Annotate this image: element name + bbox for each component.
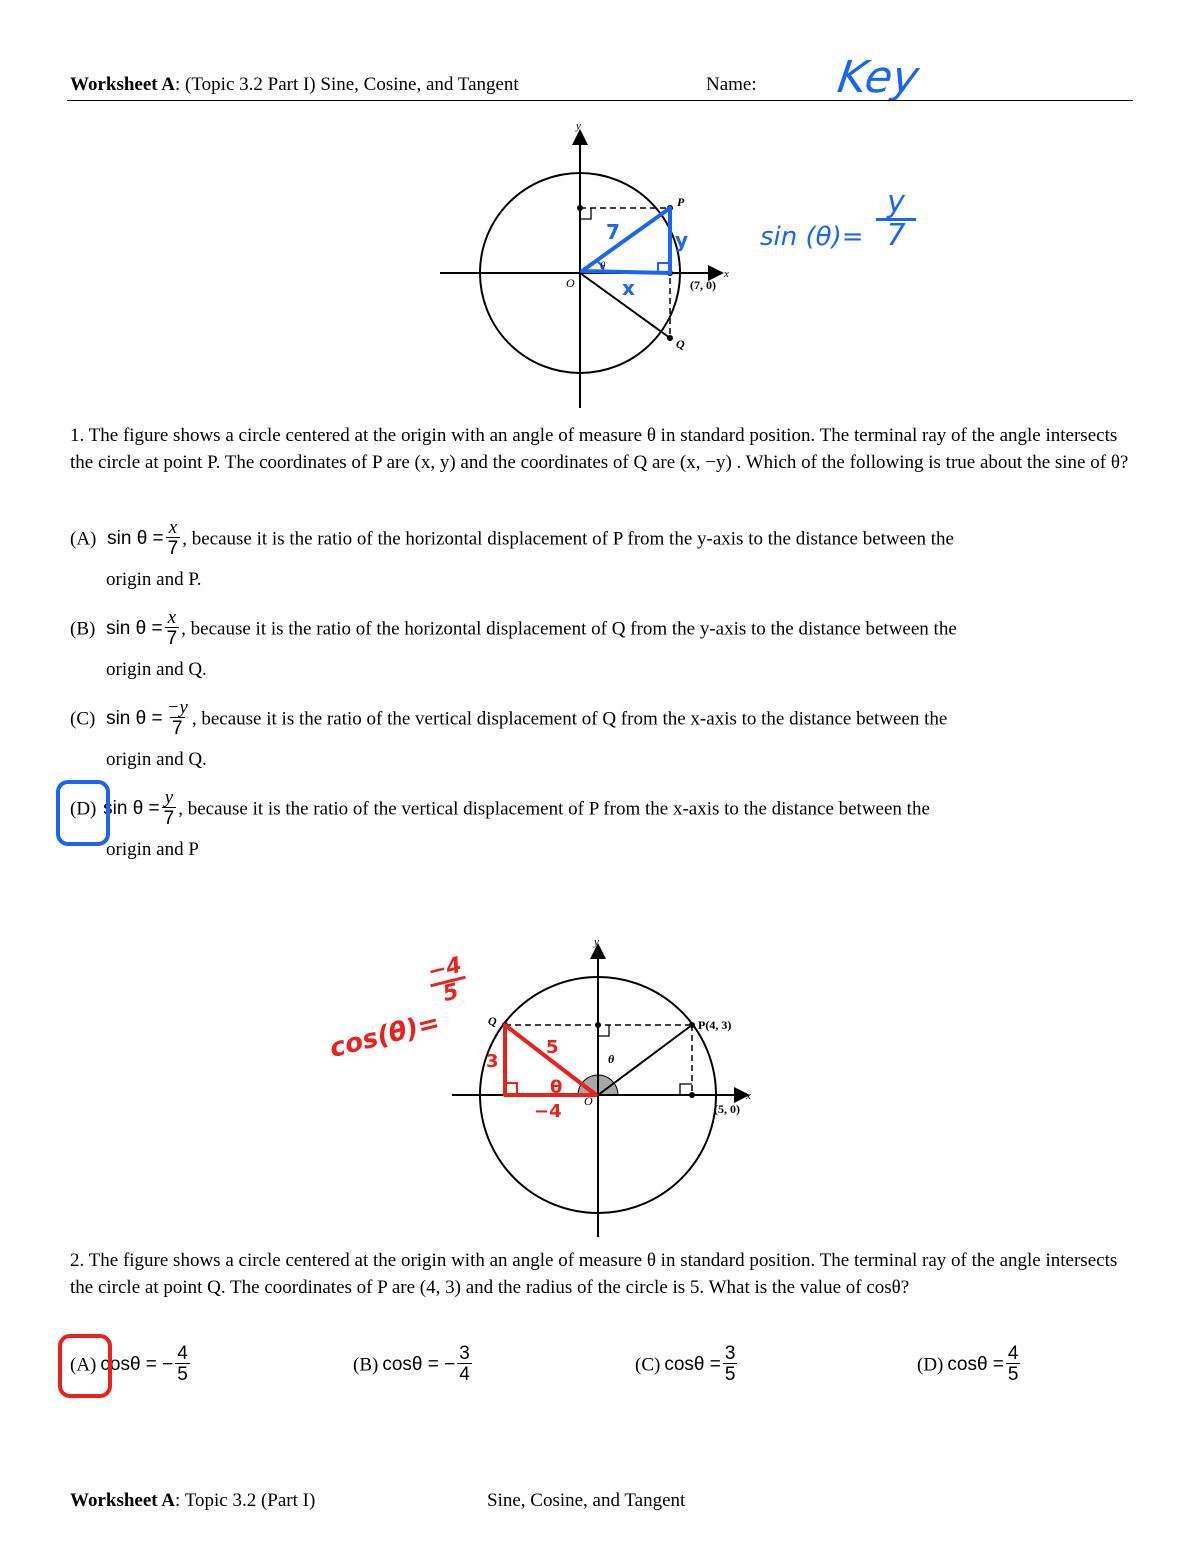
q1-choice-c[interactable]: (C) sin θ = $\frac{-y}{7}$ , because it is the ratio of the vertical displacement of Q from the x-axis to the distance between the [70,697,948,739]
ink-note-sine-fraction: y 7 [876,188,916,251]
name-label: Name: [706,74,757,95]
svg-text:y: y [594,936,599,948]
svg-text:x: x [746,1090,751,1102]
header-rule [67,100,1133,101]
figure-1-unit-circle [430,115,750,415]
question-1-stem: 1. The figure shows a circle centered at the origin with an angle of measure θ in standard position. The terminal ray of the angle intersects the circle at point P. The coordinates of P are (x, y) and the coordinates of Q are (x, −y) . Which of the following is true about the sine of θ? [70,425,1129,473]
figure-2-unit-circle [450,935,770,1245]
svg-text:−4: −4 [534,1101,562,1122]
q1-choice-d-cont: origin and P [106,839,199,860]
svg-text:5: 5 [546,1037,559,1058]
ink-answer-box-q2 [58,1334,112,1398]
q1-choice-d[interactable]: (D) sin θ = $\frac{y}{7}$ , because it is the ratio of the vertical displacement of P from the x-axis to the distance between the [70,787,930,829]
ink-note-sine: sin (θ)= [760,222,864,252]
q1-choice-b[interactable]: (B) sin θ = $\frac{x}{7}$ , because it is the ratio of the horizontal displacement of Q from the y-axis to the distance between the [70,607,957,649]
q2-choice-b[interactable]: (B) cosθ = − $\frac{3}{4}$ [353,1343,470,1385]
svg-text:θ: θ [550,1077,563,1098]
svg-text:Q: Q [676,337,685,351]
ink-note-cosine-fraction: −4 5 [425,954,471,1008]
ink-x: x [622,276,635,300]
svg-text:x: x [724,268,729,280]
ink-7: 7 [606,220,620,244]
svg-text:(7, 0): (7, 0) [690,278,716,292]
q1-choice-b-cont: origin and Q. [106,659,207,680]
footer-right: Sine, Cosine, and Tangent [487,1490,686,1511]
ink-triangle [582,208,670,273]
ink-y: y [675,228,689,252]
q2-choice-a[interactable]: (A) cosθ = − $\frac{4}{5}$ [70,1343,188,1385]
svg-text:P: P [677,195,685,209]
q1-choice-a[interactable]: (A) sin θ = $\frac{x}{7}$ , because it is the ratio of the horizontal displacement of P from the y-axis to the distance between the [70,517,954,559]
svg-text:θ: θ [608,1052,615,1066]
worksheet-title: Worksheet A: (Topic 3.2 Part I) Sine, Cosine, and Tangent [70,74,519,95]
svg-text:O: O [584,1094,593,1108]
svg-text:θ: θ [600,260,606,272]
svg-text:y: y [576,120,581,132]
footer-left: Worksheet A: Topic 3.2 (Part I) [70,1490,316,1511]
q2-choice-c[interactable]: (C) cosθ = $\frac{3}{5}$ [635,1343,736,1385]
svg-text:P(4, 3): P(4, 3) [698,1018,732,1032]
svg-text:(5, 0): (5, 0) [714,1102,740,1116]
ink-answer-box-q1 [56,780,110,846]
svg-text:3: 3 [486,1051,499,1072]
q2-choice-d[interactable]: (D) cosθ = $\frac{4}{5}$ [917,1343,1019,1385]
q1-choice-c-cont: origin and Q. [106,749,207,770]
handwritten-name: Key [834,52,922,103]
question-2-stem: 2. The figure shows a circle centered at the origin with an angle of measure θ in standard position. The terminal ray of the angle intersects the circle at point Q. The coordinates of P are (4, 3) and the radius of the circle is 5. What is the value of cosθ? [70,1250,1118,1298]
ink-note-cosine: cos(θ)= [326,1007,443,1064]
q1-choice-a-cont: origin and P. [106,569,202,590]
svg-text:O: O [566,276,575,290]
svg-text:Q: Q [488,1014,497,1028]
